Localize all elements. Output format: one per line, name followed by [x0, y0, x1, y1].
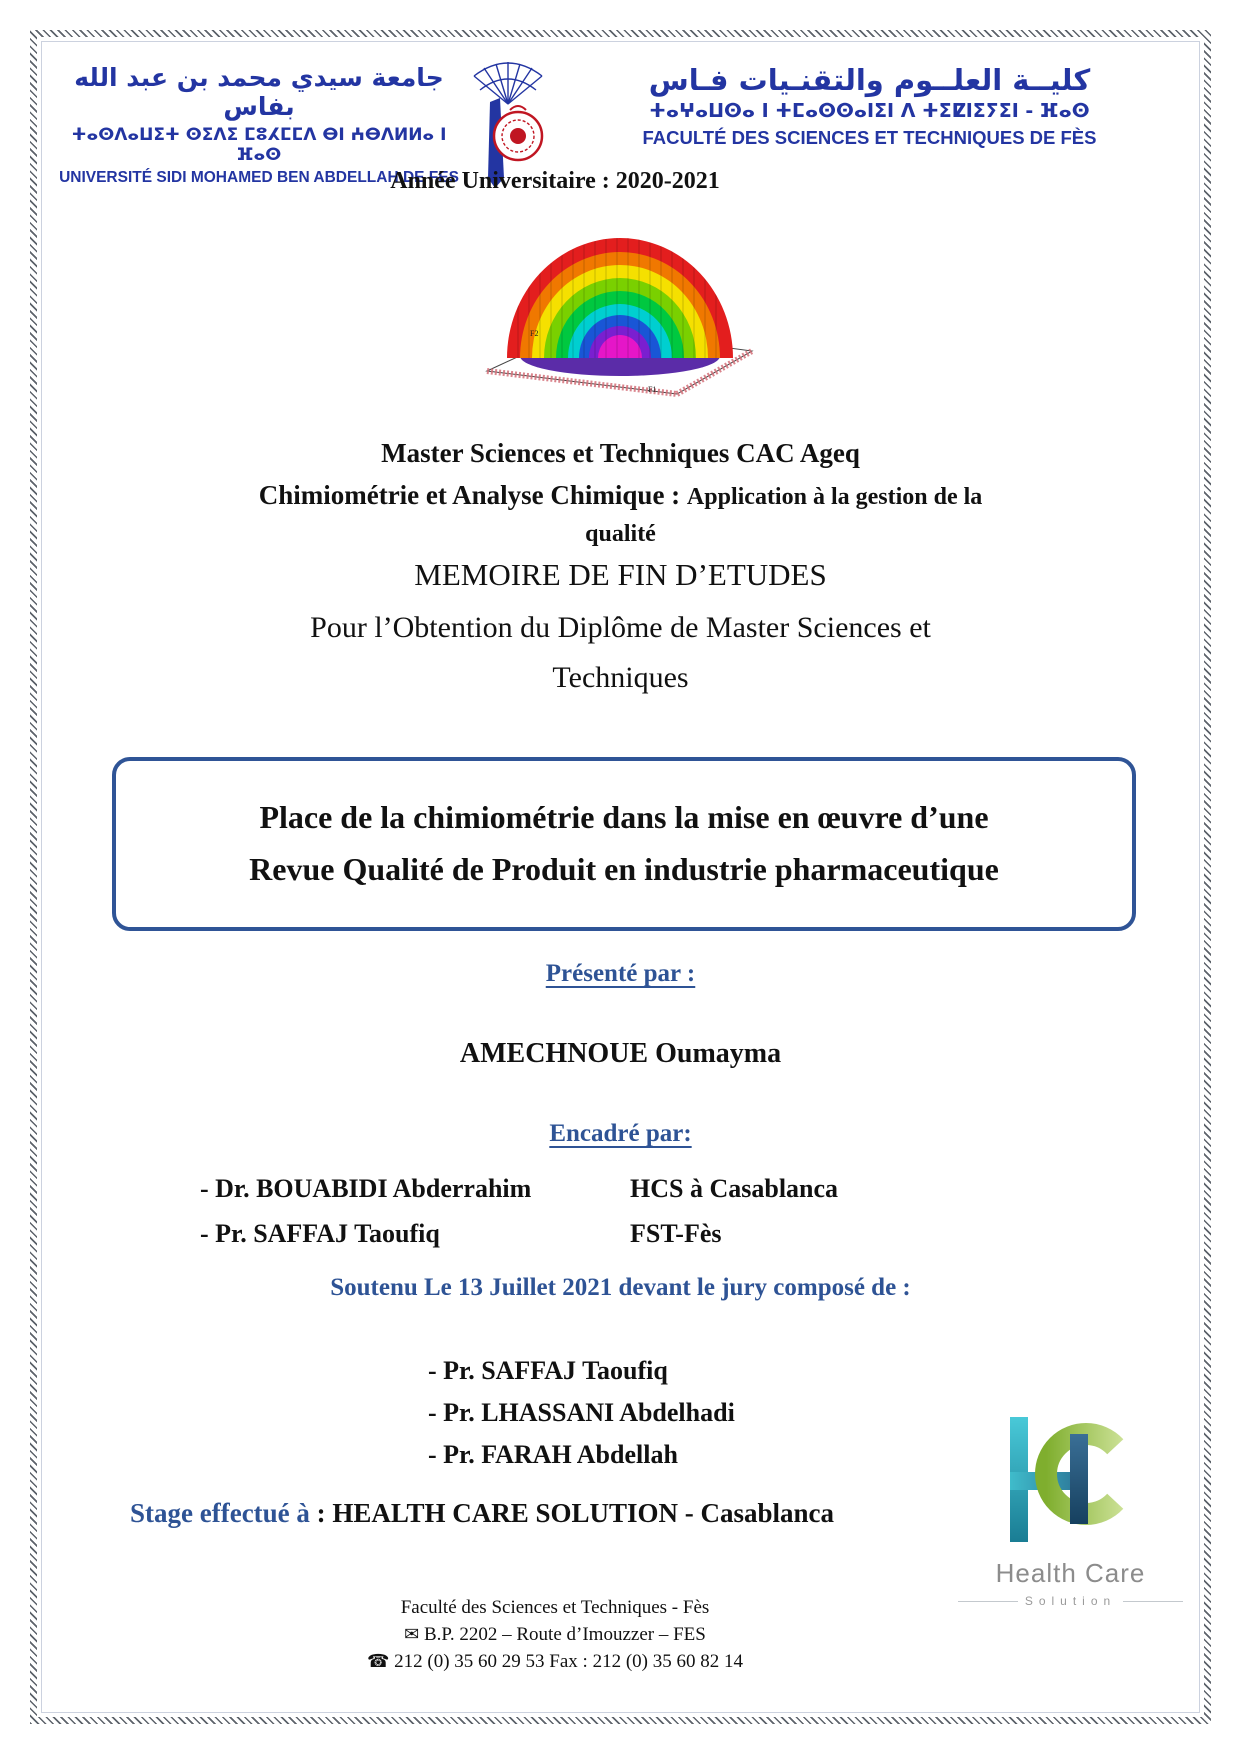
- supervisor-org: FST-Fès: [630, 1219, 722, 1248]
- program-specialty-strong: Chimiométrie et Analyse Chimique :: [258, 480, 687, 510]
- program-name: Master Sciences et Techniques CAC Ageq: [381, 438, 860, 468]
- presented-by-label: Présenté par :: [545, 960, 696, 987]
- faculty-name-arabic: كليــة العلــوم والتقنـيات فـاس: [648, 63, 1091, 97]
- envelope-icon: ✉: [404, 1624, 420, 1644]
- jury-member: - Pr. LHASSANI Abdelhadi: [428, 1398, 735, 1427]
- supervisor-row: [200, 1166, 980, 1211]
- document-type: MEMOIRE DE FIN D’ETUDES: [414, 557, 827, 592]
- footer-phone: ☎ 212 (0) 35 60 29 53 Fax : 212 (0) 35 60 82 14: [366, 1651, 743, 1672]
- supervised-by-label: Encadré par:: [549, 1120, 692, 1147]
- university-name-latin: UNIVERSITÉ SIDI MOHAMED BEN ABDELLAH DE FES: [59, 169, 459, 187]
- program-specialty-wrap: qualité: [585, 521, 656, 547]
- plot-axis-f1-label: F1: [648, 385, 657, 394]
- hcs-logo-title: Health Care: [995, 1558, 1146, 1588]
- university-name-arabic: جامعة سيدي محمد بن عبد الله بفاس: [74, 63, 444, 121]
- supervisor-name: - Dr. BOUABIDI Abderrahim: [200, 1174, 532, 1203]
- phone-icon: ☎: [366, 1651, 390, 1671]
- degree-line-2: Techniques: [552, 661, 689, 694]
- faculty-block: [556, 64, 1183, 149]
- footer-contact-block: [0, 1594, 1110, 1675]
- internship-line: [130, 1498, 834, 1529]
- faculty-name-tifinagh: ⵜⴰⵖⴰⵡⵙⴰ ⵏ ⵜⵎⴰⵙⵙⴰⵏⵉⵏ ⴷ ⵜⵉⵇⵏⵉⵢⵉⵏ - ⴼⴰⵙ: [649, 100, 1090, 123]
- hcs-logo: [958, 1412, 1183, 1608]
- hcs-logo-mark-icon: [1008, 1412, 1133, 1547]
- university-name-tifinagh: ⵜⴰⵙⴷⴰⵡⵉⵜ ⵙⵉⴷⵉ ⵎⵓⵃⵎⵎⴷ ⴱⵏ ⵄⴱⴷⵍⵍⴰ ⵏ ⴼⴰⵙ: [71, 124, 447, 165]
- plot-axis-f2-label: F2: [530, 329, 539, 338]
- academic-year: Année Universitaire : 2020-2021: [390, 168, 720, 194]
- jury-member: - Pr. SAFFAJ Taoufiq: [428, 1356, 668, 1385]
- footer-address: ✉ B.P. 2202 – Route d’Imouzzer – FES: [404, 1624, 706, 1645]
- footer-faculty: Faculté des Sciences et Techniques - Fès: [400, 1597, 710, 1618]
- jury-list: [428, 1350, 735, 1476]
- thesis-title-box: [112, 757, 1136, 931]
- internship-label: Stage effectué à: [130, 1498, 310, 1528]
- faculty-name-latin: FACULTÉ DES SCIENCES ET TECHNIQUES DE FÈS: [642, 127, 1097, 149]
- jury-member: - Pr. FARAH Abdellah: [428, 1440, 678, 1469]
- defense-intro: Soutenu Le 13 Juillet 2021 devant le jury composé de :: [330, 1274, 911, 1301]
- program-specialty-rest: Application à la gestion de la: [686, 484, 983, 510]
- supervisors-list: [200, 1166, 980, 1256]
- degree-line-1: Pour l’Obtention du Diplôme de Master Sciences et: [310, 611, 931, 644]
- author-name: AMECHNOUE Oumayma: [459, 1038, 782, 1069]
- supervisor-row: [200, 1211, 980, 1256]
- supervisor-name: - Pr. SAFFAJ Taoufiq: [200, 1219, 440, 1248]
- program-specialty: [0, 480, 1241, 511]
- thesis-title-line-1: Place de la chimiométrie dans la mise en œuvre d’une: [259, 799, 989, 835]
- internship-value: : HEALTH CARE SOLUTION - Casablanca: [309, 1498, 835, 1528]
- supervisor-org: HCS à Casablanca: [630, 1174, 839, 1203]
- response-surface-figure: [452, 206, 782, 411]
- subtitle-rule-right: [1123, 1601, 1183, 1602]
- thesis-title-line-2: Revue Qualité de Produit en industrie pharmaceutique: [249, 851, 999, 887]
- hcs-logo-subtitle: Solution: [958, 1594, 1183, 1608]
